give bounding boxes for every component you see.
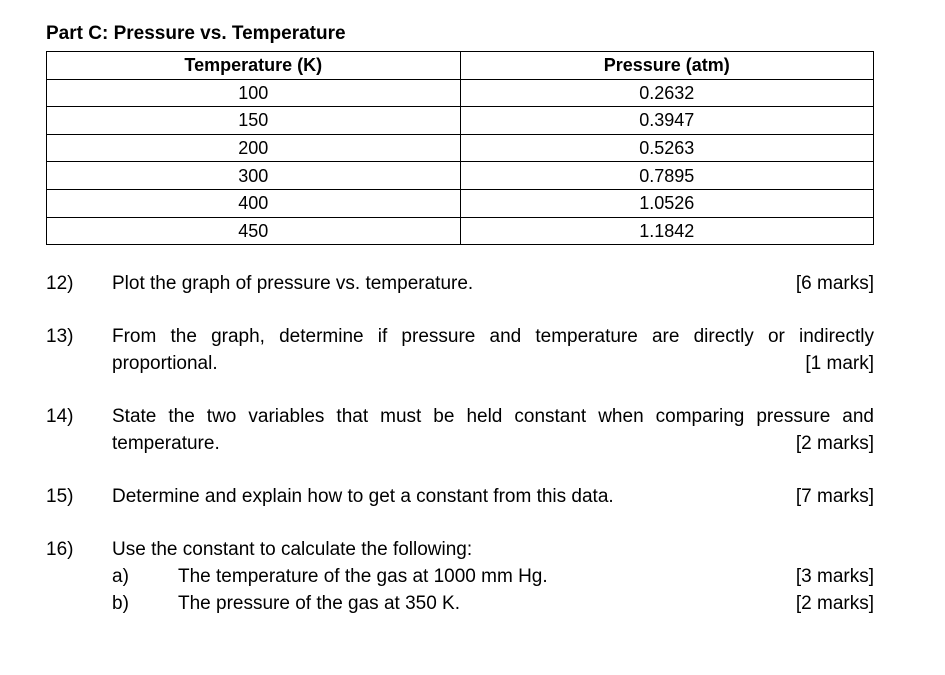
header-temperature: Temperature (K) bbox=[47, 52, 461, 80]
table-row bbox=[47, 162, 874, 190]
question-marks: [6 marks] bbox=[795, 273, 874, 294]
subpart-text: The temperature of the gas at 1000 mm Hg. bbox=[178, 566, 548, 587]
table-row bbox=[47, 217, 874, 245]
question-15 bbox=[46, 483, 874, 510]
temperature-cell: 400 bbox=[47, 189, 461, 217]
question-text: From the graph, determine if pressure and temperature are directly or indirectly proportional. bbox=[112, 326, 874, 374]
table-row bbox=[47, 107, 874, 135]
temperature-cell: 200 bbox=[47, 134, 461, 162]
subpart-marks: [3 marks] bbox=[795, 566, 874, 587]
temperature-cell: 300 bbox=[47, 162, 461, 190]
question-text: Determine and explain how to get a constant from this data. bbox=[112, 486, 614, 507]
question-text: Use the constant to calculate the following: bbox=[112, 539, 473, 560]
pressure-cell: 0.7895 bbox=[460, 162, 873, 190]
question-14 bbox=[46, 403, 874, 457]
pressure-temperature-table bbox=[46, 51, 874, 245]
question-number: 12) bbox=[46, 273, 74, 294]
pressure-cell: 1.1842 bbox=[460, 217, 873, 245]
subpart-b bbox=[112, 590, 874, 617]
header-pressure: Pressure (atm) bbox=[460, 52, 873, 80]
pressure-cell: 0.5263 bbox=[460, 134, 873, 162]
question-marks: [2 marks] bbox=[795, 433, 874, 454]
question-text: State the two variables that must be held constant when comparing pressure and temperature. bbox=[112, 406, 874, 454]
subpart-letter: a) bbox=[112, 566, 129, 587]
question-marks: [7 marks] bbox=[795, 486, 874, 507]
temperature-cell: 150 bbox=[47, 107, 461, 135]
question-12 bbox=[46, 270, 874, 297]
question-number: 14) bbox=[46, 406, 74, 427]
pressure-cell: 0.2632 bbox=[460, 79, 873, 107]
section-title: Part C: Pressure vs. Temperature bbox=[46, 23, 346, 44]
table-row bbox=[47, 189, 874, 217]
pressure-cell: 1.0526 bbox=[460, 189, 873, 217]
subpart-letter: b) bbox=[112, 593, 129, 614]
pressure-cell: 0.3947 bbox=[460, 107, 873, 135]
table-row bbox=[47, 134, 874, 162]
temperature-cell: 450 bbox=[47, 217, 461, 245]
question-number: 15) bbox=[46, 486, 74, 507]
question-number: 16) bbox=[46, 539, 74, 560]
table-header-row bbox=[47, 52, 874, 80]
subpart-marks: [2 marks] bbox=[795, 593, 874, 614]
question-13 bbox=[46, 323, 874, 377]
question-16 bbox=[46, 536, 874, 617]
question-marks: [1 mark] bbox=[805, 353, 874, 374]
question-number: 13) bbox=[46, 326, 74, 347]
subpart-a bbox=[112, 563, 874, 590]
subpart-text: The pressure of the gas at 350 K. bbox=[178, 593, 461, 614]
table-row bbox=[47, 79, 874, 107]
temperature-cell: 100 bbox=[47, 79, 461, 107]
question-text: Plot the graph of pressure vs. temperature. bbox=[112, 273, 474, 294]
